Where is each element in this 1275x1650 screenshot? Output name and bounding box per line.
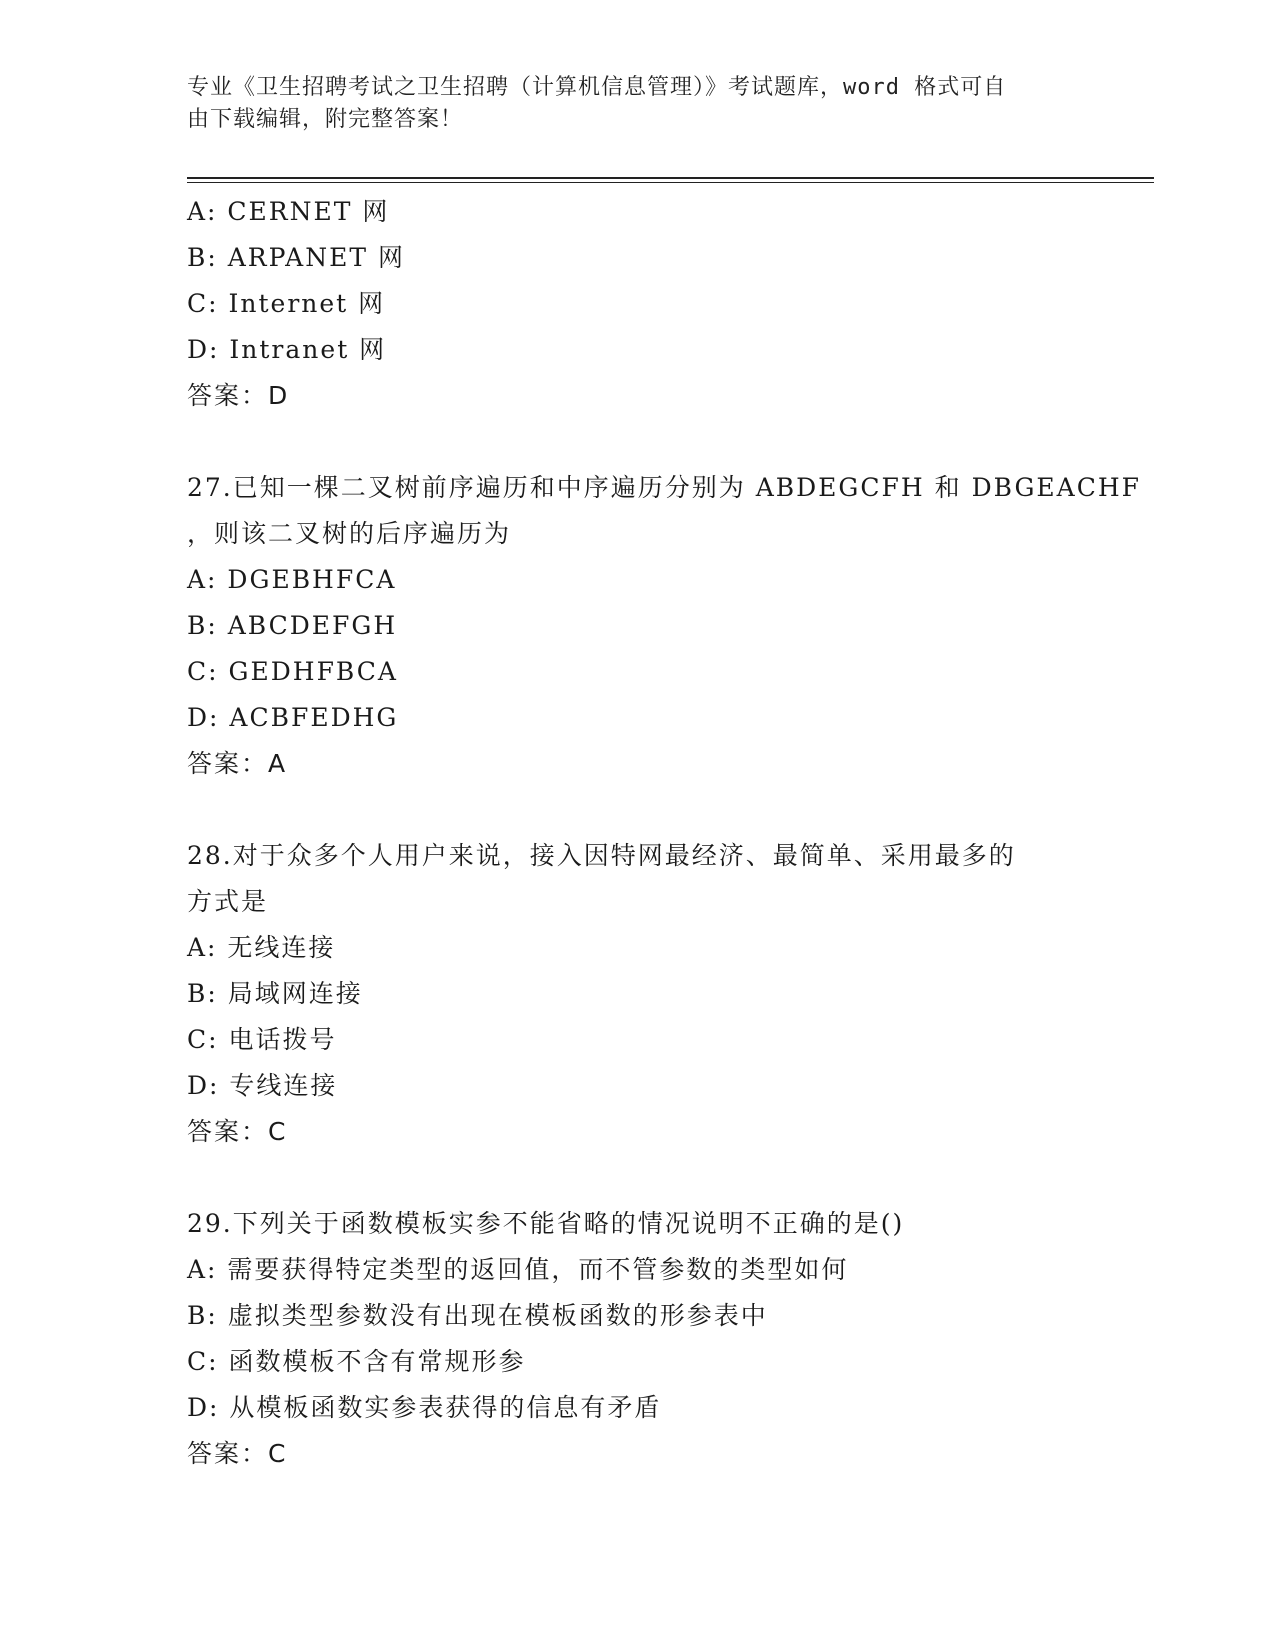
option-b: B: ABCDEFGH: [187, 611, 398, 640]
option-c: C: 电话拨号: [187, 1025, 337, 1054]
answer-line: 答案：C: [187, 1439, 288, 1468]
option-b: B: ARPANET 网: [187, 243, 405, 272]
option-d: D: 专线连接: [187, 1071, 338, 1100]
question-stem: 27.已知一棵二叉树前序遍历和中序遍历分别为 ABDEGCFH 和 DBGEACHF: [187, 473, 1141, 502]
option-b: B: 局域网连接: [187, 979, 363, 1008]
question-stem-continued: ，则该二叉树的后序遍历为: [187, 519, 512, 548]
option-a: A: 无线连接: [187, 933, 336, 962]
answer-line: 答案：A: [187, 749, 288, 778]
question-27: [187, 465, 1141, 787]
question-stem-continued: 方式是: [187, 887, 269, 916]
option-b: B: 虚拟类型参数没有出现在模板函数的形参表中: [187, 1301, 768, 1330]
option-d: D: ACBFEDHG: [187, 703, 399, 732]
spacer: [187, 1155, 1087, 1201]
header-line-1: 专业《卫生招聘考试之卫生招聘（计算机信息管理）》考试题库，word 格式可自: [187, 75, 1007, 100]
question-29: [187, 1201, 1087, 1477]
header-line-2: 由下载编辑，附完整答案！: [187, 107, 464, 132]
header-rule-thin: [187, 182, 1154, 183]
option-c: C: Internet 网: [187, 289, 386, 318]
spacer: [187, 419, 1087, 465]
option-c: C: GEDHFBCA: [187, 657, 398, 686]
spacer: [187, 787, 1087, 833]
option-a: A: CERNET 网: [187, 197, 390, 226]
question-content: [187, 189, 1141, 1477]
option-c: C: 函数模板不含有常规形参: [187, 1347, 526, 1376]
question-28: [187, 833, 1087, 1155]
header-rule-thick: [187, 177, 1154, 179]
answer-line: 答案：D: [187, 381, 290, 410]
option-d: D: 从模板函数实参表获得的信息有矛盾: [187, 1393, 662, 1422]
option-d: D: Intranet 网: [187, 335, 387, 364]
question-26: [187, 189, 1087, 419]
option-a: A: DGEBHFCA: [187, 565, 397, 594]
answer-line: 答案：C: [187, 1117, 288, 1146]
question-stem: 29.下列关于函数模板实参不能省略的情况说明不正确的是(): [187, 1209, 905, 1238]
option-a: A: 需要获得特定类型的返回值，而不管参数的类型如何: [187, 1255, 849, 1284]
document-header: [187, 72, 1067, 136]
question-stem: 28.对于众多个人用户来说，接入因特网最经济、最简单、采用最多的: [187, 841, 1016, 870]
